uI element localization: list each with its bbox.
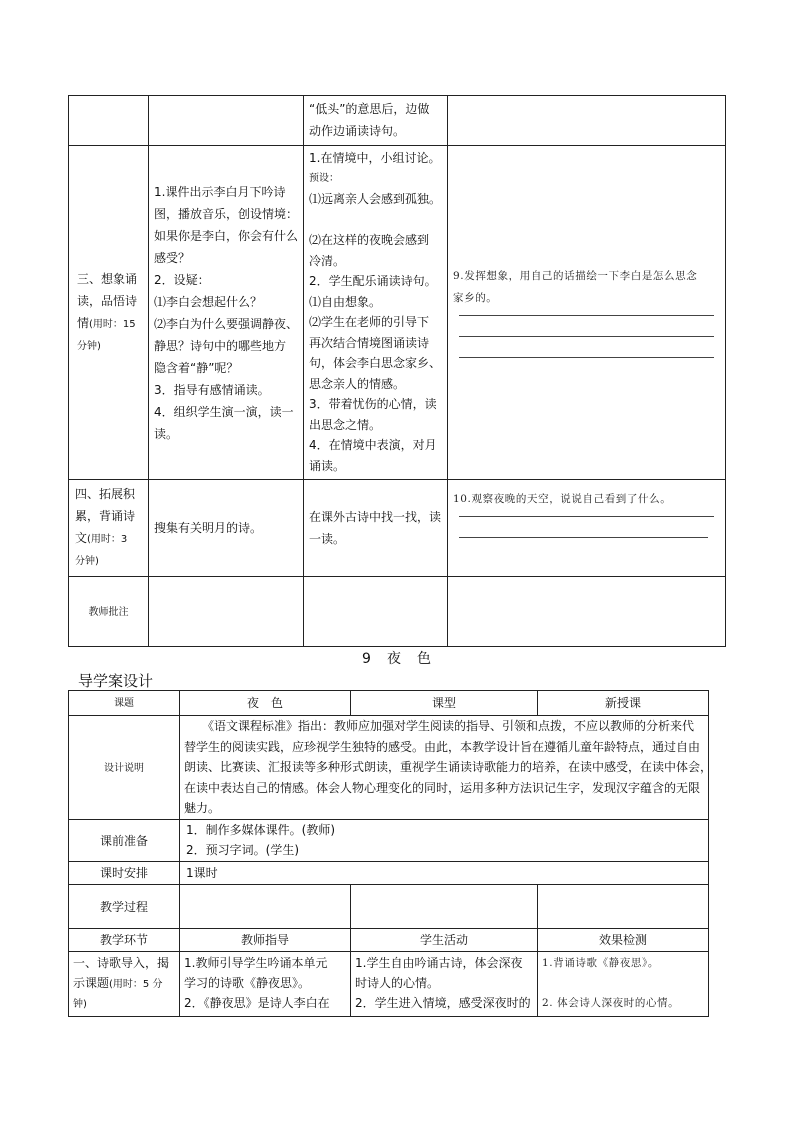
design-text-line: 替学生的阅读实践，应珍视学生独特的感受。由此，本教学设计旨在遵循儿童年龄特点，通过自由 [184, 739, 701, 754]
cell-empty [180, 885, 351, 929]
col-header-text: 教学环节 [99, 933, 148, 947]
effect-line [542, 973, 704, 993]
cell-note-empty [149, 577, 304, 647]
stage-time: (用时：5 分 [109, 979, 163, 990]
cell-teacher-guide [149, 480, 304, 577]
cell-schedule-value [180, 862, 709, 885]
activity-line: 出思念之情。 [309, 417, 382, 432]
cell-prep-items [180, 820, 709, 862]
guide-line: 隐含着“静”呢？ [154, 360, 239, 375]
cell-key-title [69, 691, 180, 716]
design-text-line: 朗读、比赛读、汇报读等多种形式朗读，重视学生诵读诗歌能力的培养，在读中感受，在读中体会， [184, 760, 713, 774]
answer-line [459, 537, 708, 538]
guided-study-table [68, 690, 713, 1017]
guide-line: 学习的诗歌《静夜思》。 [184, 976, 311, 990]
col-header-activity [351, 929, 538, 952]
stage-line: 文 [75, 531, 88, 545]
activity-line: ⑴远离亲人会感到孤独。 [309, 192, 442, 206]
cell-stage [69, 146, 149, 480]
design-text-line: 在读中表达自己的情感。体会人物心理变化的同时，运用多种方法识记生字，发现汉字蕴含的无限 [184, 780, 701, 795]
prep-item: 1．制作多媒体课件。(教师) [186, 823, 335, 837]
activity-line: 1.在情境中，小组讨论。 [309, 151, 441, 165]
activity-line: 2．学生配乐诵读诗句。 [309, 274, 437, 288]
activity-line: 预设： [309, 172, 339, 184]
activity-line: 诵读。 [309, 458, 346, 473]
upper-lesson-table [68, 95, 726, 647]
activity-line: 句，体会李白思念家乡、 [309, 356, 442, 370]
cell-effect-check [448, 480, 726, 577]
guide-line: 读。 [154, 426, 179, 441]
cell-activity-cont [304, 96, 448, 146]
table-row [69, 820, 709, 862]
cell-guide-empty [149, 96, 304, 146]
design-label: 设计说明 [104, 762, 144, 774]
cell-process-label [69, 885, 180, 929]
guide-line: 搜集有关明月的诗。 [154, 521, 263, 535]
activity-line: ⑴自由想象。 [309, 294, 382, 309]
col-header-effect [538, 929, 709, 952]
table-row [69, 716, 709, 820]
guide-line: 1.教师引导学生吟诵本单元 [184, 956, 328, 970]
activity-line: 思念亲人的情感。 [309, 376, 406, 391]
cell-student-activity [304, 146, 448, 480]
table-row [69, 691, 709, 716]
effect-line: 1.背诵诗歌《静夜思》。 [542, 957, 659, 969]
cell-effect-check [448, 146, 726, 480]
activity-line: ⑵学生在老师的引导下 [309, 315, 430, 329]
cell-student-activity [351, 952, 538, 1017]
activity-line: ⑵在这样的夜晚会感到 [309, 233, 430, 247]
activity-line: 动作边诵读诗句。 [309, 124, 406, 138]
design-text-line: 《语文课程标准》指出：教师应加强对学生阅读的指导、引领和点拨，不应以教师的分析来代 [184, 719, 695, 733]
stage-line: 一、诗歌导入，揭 [73, 956, 170, 970]
guide-line: 3．指导有感情诵读。 [154, 382, 270, 397]
guide-line: 图，播放音乐，创设情境： [154, 206, 299, 221]
guide-line: ⑵李白为什么要强调静夜、 [154, 316, 299, 331]
cell-teacher-guide [180, 952, 351, 1017]
table-row [69, 885, 709, 929]
cell-schedule-label [69, 862, 180, 885]
cell-effect-check [538, 952, 709, 1017]
cell-teacher-note-label [69, 577, 149, 647]
cell-stage [69, 952, 180, 1017]
guide-line: 4．组织学生演一演，读一 [154, 404, 294, 419]
stage-time-cont: 分钟) [77, 340, 101, 352]
answer-line [459, 357, 714, 358]
table-row [69, 480, 726, 577]
cell-teacher-guide [149, 146, 304, 480]
schedule-value: 1课时 [186, 866, 218, 880]
cell-stage-empty [69, 96, 149, 146]
activity-line: 时诗人的心情。 [355, 976, 440, 990]
cell-design-text [180, 716, 713, 820]
table-row [69, 577, 726, 647]
stage-line: 四、拓展积 [75, 487, 136, 501]
activity-line: “低头”的意思后，边做 [309, 102, 430, 116]
col-header-text: 效果检测 [598, 933, 647, 947]
cell-value-type [538, 691, 709, 716]
guide-line: 2．《静夜思》是诗人李白在 [184, 996, 330, 1010]
activity-line: 再次结合情境图诵读诗 [309, 335, 430, 350]
cell-note-empty [448, 577, 726, 647]
value-type: 新授课 [604, 696, 641, 710]
activity-line: 4．在情境中表演，对月 [309, 438, 437, 452]
guide-line: 静思？诗句中的哪些地方 [154, 338, 287, 353]
guide-line: 2．设疑： [154, 272, 210, 287]
guide-line: 如果你是李白，你会有什么 [154, 228, 299, 243]
stage-line: 读，品悟诗 [77, 293, 138, 308]
guide-line: 感受？ [154, 250, 191, 265]
stage-line: 情 [77, 315, 90, 330]
activity-line: 一读。 [309, 532, 346, 546]
col-header-text: 学生活动 [419, 933, 468, 947]
value-title: 夜 色 [246, 696, 283, 710]
col-header-stage [69, 929, 180, 952]
answer-line [459, 336, 714, 337]
stage-time: (用时：3 [87, 534, 128, 545]
activity-line: 冷清。 [309, 253, 346, 268]
effect-question: 家乡的。 [453, 291, 498, 304]
cell-empty [538, 885, 709, 929]
effect-question: 9.发挥想象，用自己的话描绘一下李白是怎么思念 [453, 269, 698, 282]
stage-line: 示课题 [73, 976, 110, 990]
design-text-line: 魅力。 [184, 801, 221, 815]
effect-question: 10.观察夜晚的天空，说说自己看到了什么。 [453, 493, 672, 505]
col-header-guide [180, 929, 351, 952]
prep-label: 课前准备 [99, 833, 148, 848]
guide-line: ⑴李白会想起什么？ [154, 294, 263, 309]
cell-note-empty [304, 577, 448, 647]
activity-line [309, 210, 442, 231]
answer-line [459, 315, 714, 316]
process-label: 教学过程 [99, 899, 148, 914]
activity-line: 2．学生进入情境，感受深夜时的 [355, 996, 531, 1010]
cell-effect-empty [448, 96, 726, 146]
cell-student-activity [304, 480, 448, 577]
stage-time-cont: 钟) [73, 999, 87, 1010]
stage-line: 三、想象诵 [77, 271, 138, 286]
schedule-label: 课时安排 [99, 866, 148, 880]
cell-design-label [69, 716, 180, 820]
effect-line: 2. 体会诗人深夜时的心情。 [542, 997, 680, 1009]
prep-item: 2．预习字词。(学生) [186, 843, 299, 857]
key-type: 课型 [431, 696, 456, 710]
teacher-note-label: 教师批注 [88, 606, 129, 618]
cell-stage [69, 480, 149, 577]
key-title: 课题 [114, 698, 134, 709]
cell-key-type [351, 691, 538, 716]
answer-line [459, 516, 714, 517]
stage-line: 累，背诵诗 [75, 509, 136, 523]
activity-line: 在课外古诗中找一找，读 [309, 510, 442, 524]
table-row [69, 146, 726, 480]
stage-time: (用时：15 [89, 318, 136, 330]
cell-value-title [180, 691, 351, 716]
section-title: 导学案设计 [78, 672, 154, 690]
lesson-title: 9 夜 色 [362, 651, 432, 667]
table-row [69, 952, 709, 1017]
activity-line: 3．带着忧伤的心情，读 [309, 397, 437, 411]
cell-empty [351, 885, 538, 929]
table-row [69, 862, 709, 885]
col-header-text: 教师指导 [240, 933, 289, 947]
stage-time-cont: 分钟) [75, 556, 99, 567]
activity-line: 1.学生自由吟诵古诗，体会深夜 [355, 956, 523, 970]
table-row [69, 929, 709, 952]
cell-prep-label [69, 820, 180, 862]
table-row [69, 96, 726, 146]
guide-line: 1.课件出示李白月下吟诗 [154, 184, 286, 199]
